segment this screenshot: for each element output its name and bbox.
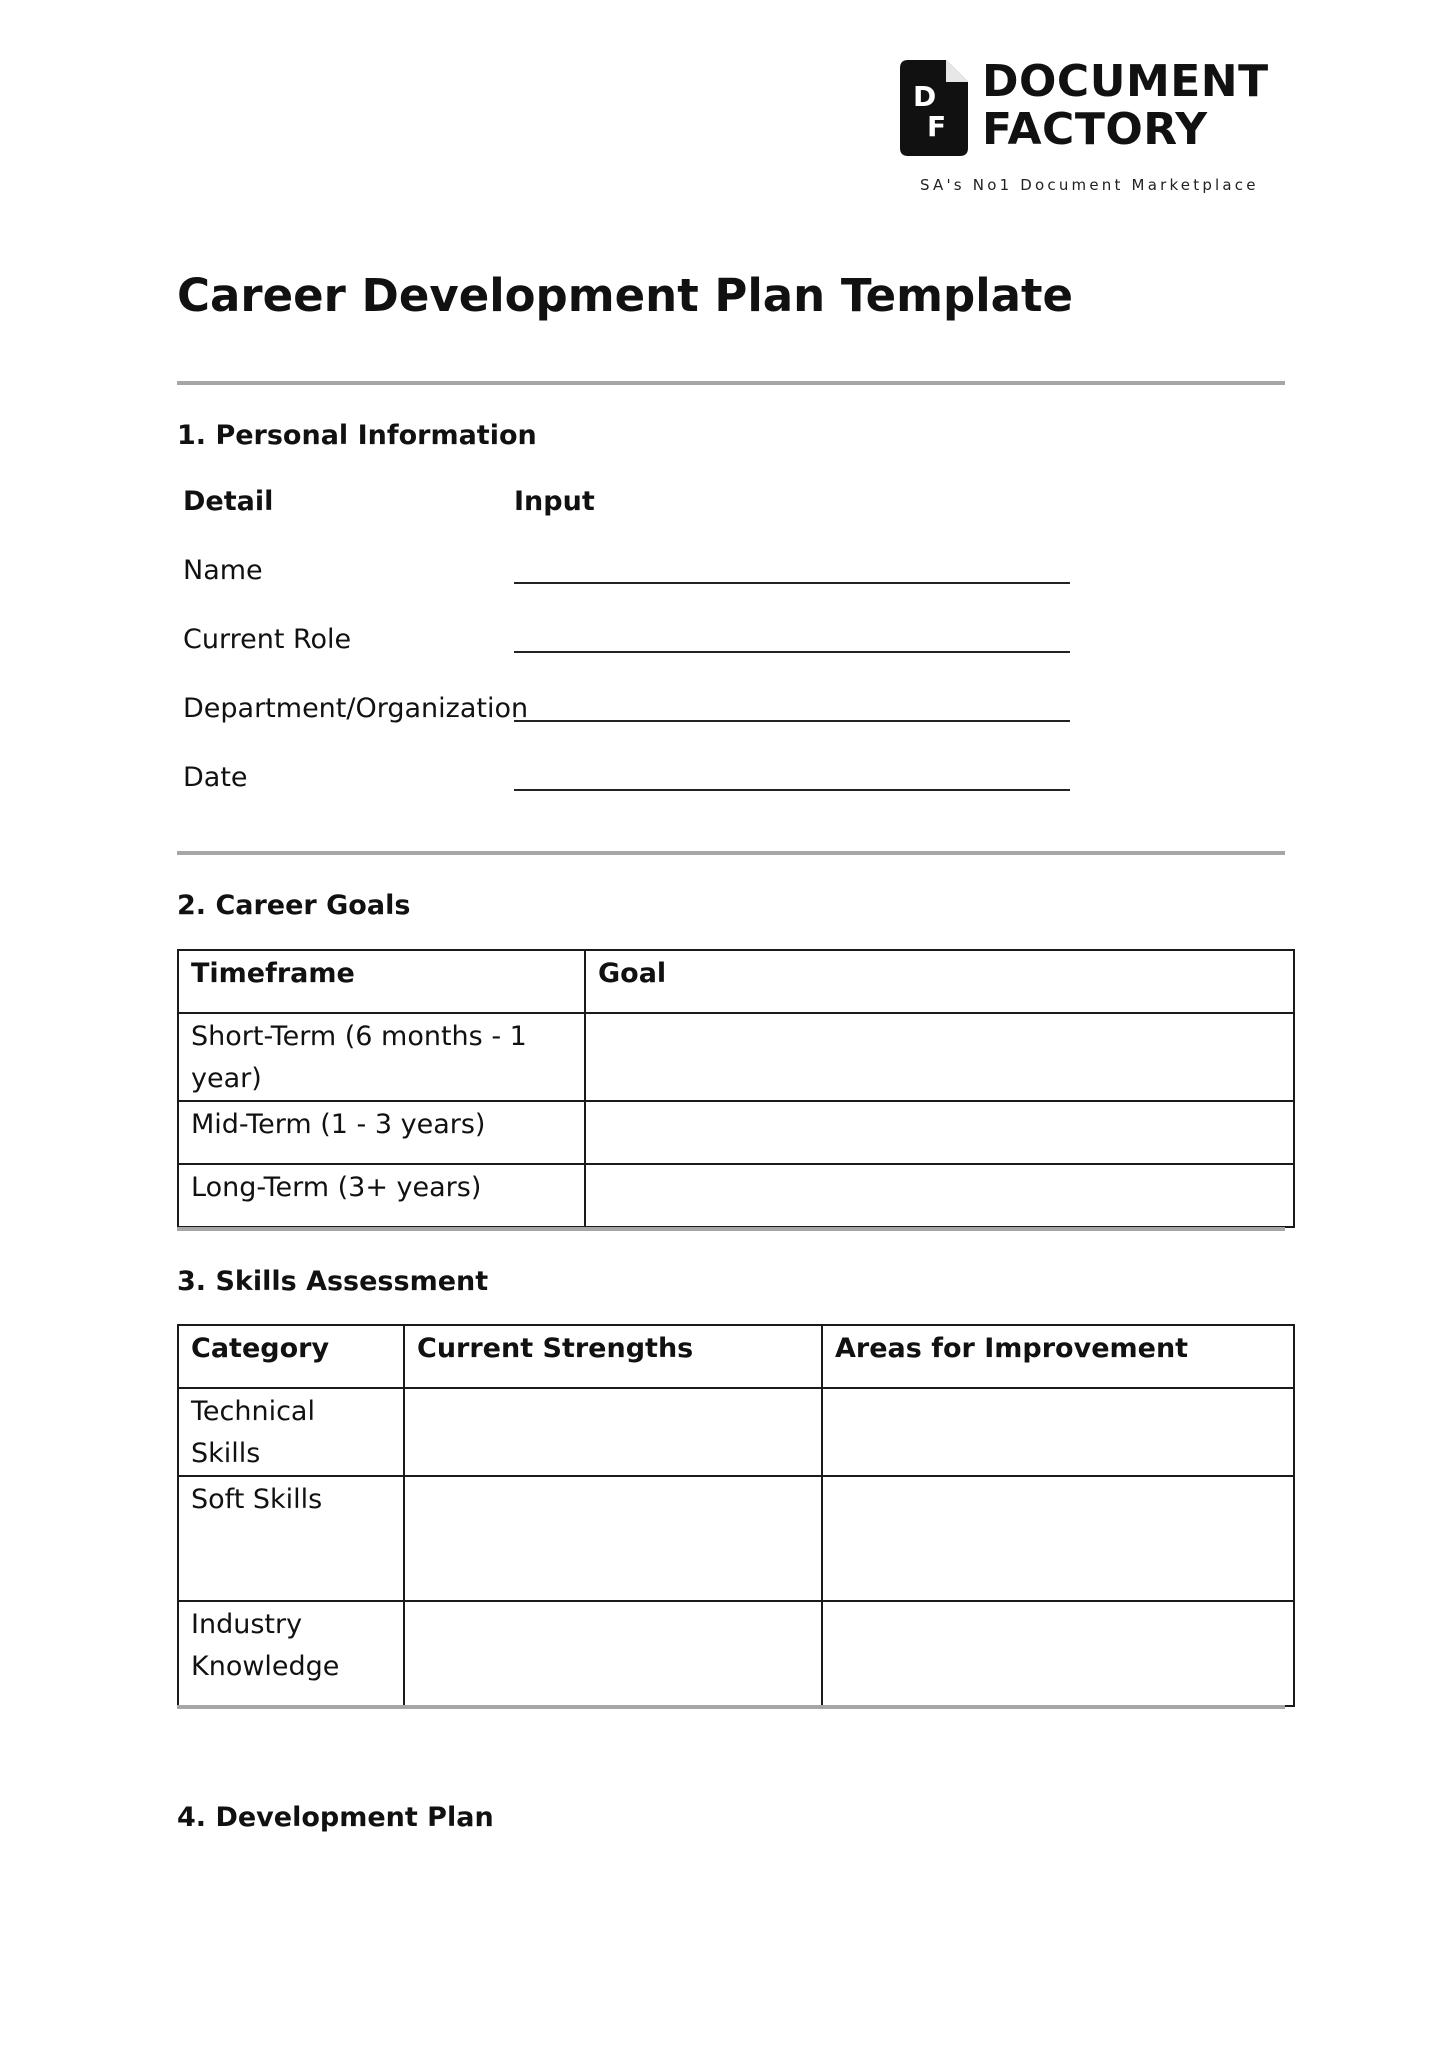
- name-label: Name: [183, 555, 263, 586]
- table-row: [178, 1601, 1294, 1706]
- date-label: Date: [183, 762, 248, 793]
- current-strengths-cell[interactable]: [404, 1388, 822, 1476]
- logo-wordmark: [982, 58, 1269, 154]
- skills-assessment-heading: 3. Skills Assessment: [177, 1266, 489, 1297]
- detail-column-header: Detail: [183, 486, 274, 517]
- logo-mark-letter-f: F: [927, 110, 947, 143]
- table-row: [178, 1388, 1294, 1476]
- development-plan-heading: 4. Development Plan: [177, 1802, 494, 1833]
- table-row: [178, 1101, 1294, 1164]
- section-divider: [177, 1705, 1285, 1709]
- goal-cell[interactable]: [585, 1101, 1294, 1164]
- timeframe-column-header: Timeframe: [178, 950, 585, 1013]
- section-divider: [177, 1227, 1285, 1231]
- current-role-label: Current Role: [183, 624, 352, 655]
- table-row: [178, 1164, 1294, 1227]
- logo-mark-letter-d: D: [913, 80, 937, 113]
- career-goals-table: [177, 949, 1295, 1228]
- timeframe-cell: Short-Term (6 months - 1 year): [178, 1013, 585, 1101]
- current-strengths-cell[interactable]: [404, 1601, 822, 1706]
- section-divider: [177, 381, 1285, 385]
- timeframe-cell: Long-Term (3+ years): [178, 1164, 585, 1227]
- areas-for-improvement-cell[interactable]: [822, 1388, 1294, 1476]
- department-organization-field[interactable]: [514, 696, 1070, 722]
- current-strengths-column-header: Current Strengths: [404, 1325, 822, 1388]
- table-row: [178, 1476, 1294, 1601]
- department-organization-label: Department/Organization: [183, 693, 529, 724]
- current-role-field[interactable]: [514, 627, 1070, 653]
- category-cell: Industry Knowledge: [178, 1601, 404, 1706]
- page-title: Career Development Plan Template: [177, 269, 1074, 322]
- logo-tagline: SA's No1 Document Marketplace: [920, 176, 1259, 194]
- category-cell: Technical Skills: [178, 1388, 404, 1476]
- timeframe-cell: Mid-Term (1 - 3 years): [178, 1101, 585, 1164]
- category-column-header: Category: [178, 1325, 404, 1388]
- category-cell: Soft Skills: [178, 1476, 404, 1601]
- personal-info-heading: 1. Personal Information: [177, 420, 537, 451]
- logo-name-line2: FACTORY: [982, 104, 1208, 155]
- table-header-row: [178, 1325, 1294, 1388]
- areas-for-improvement-cell[interactable]: [822, 1476, 1294, 1601]
- skills-assessment-table: [177, 1324, 1295, 1707]
- table-row: [178, 1013, 1294, 1101]
- input-column-header: Input: [514, 486, 595, 517]
- date-field[interactable]: [514, 765, 1070, 791]
- areas-for-improvement-cell[interactable]: [822, 1601, 1294, 1706]
- areas-for-improvement-column-header: Areas for Improvement: [822, 1325, 1294, 1388]
- document-factory-logo: [900, 58, 1280, 208]
- df-document-icon: [900, 60, 968, 156]
- section-divider: [177, 851, 1285, 855]
- goal-cell[interactable]: [585, 1164, 1294, 1227]
- current-strengths-cell[interactable]: [404, 1476, 822, 1601]
- goal-cell[interactable]: [585, 1013, 1294, 1101]
- goal-column-header: Goal: [585, 950, 1294, 1013]
- career-goals-heading: 2. Career Goals: [177, 890, 411, 921]
- logo-name-line1: DOCUMENT: [982, 56, 1269, 107]
- name-field[interactable]: [514, 558, 1070, 584]
- table-header-row: [178, 950, 1294, 1013]
